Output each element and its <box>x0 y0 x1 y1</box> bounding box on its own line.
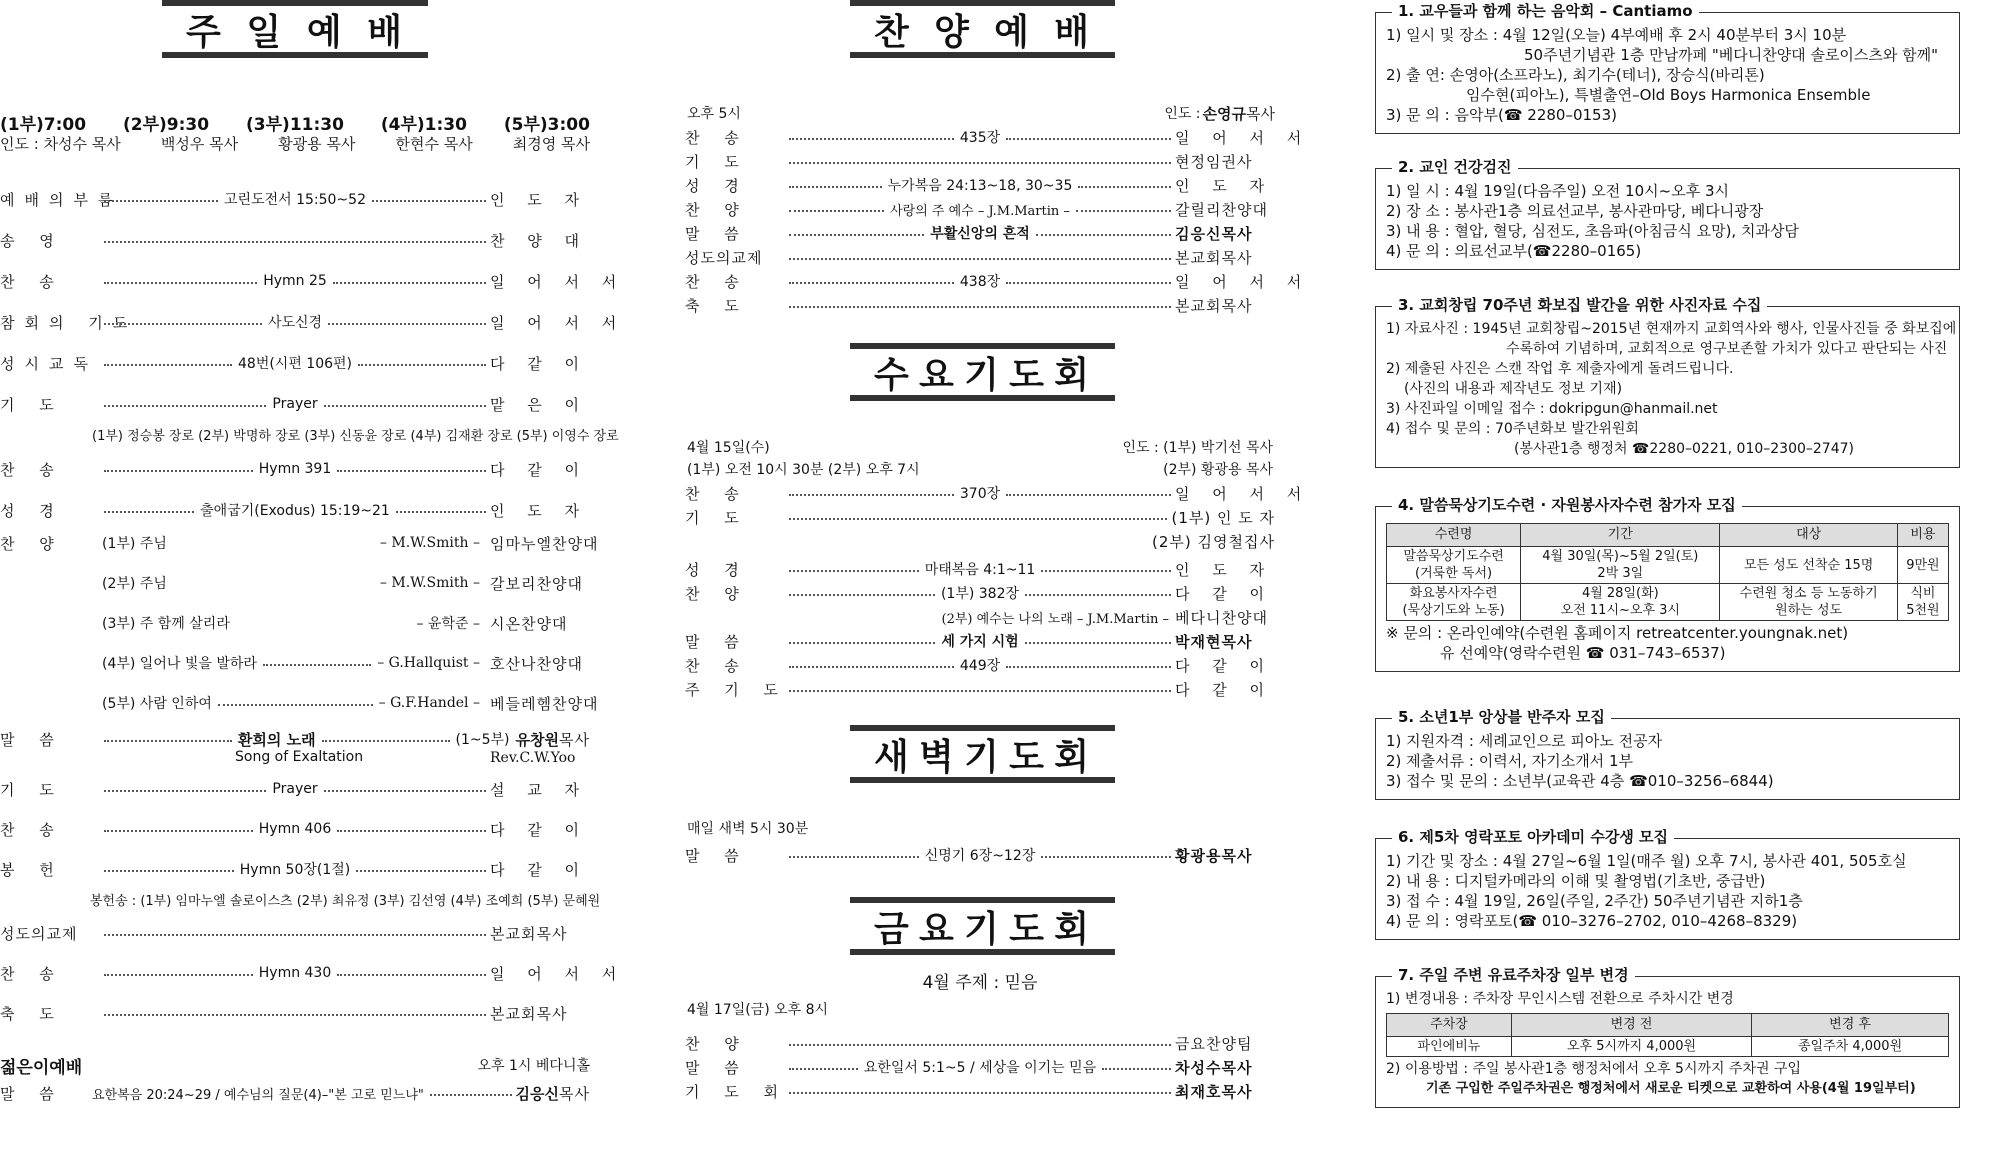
row-right: 다 같 이 <box>490 860 589 879</box>
row-right: 차성수목사 <box>1175 1058 1253 1077</box>
row-right: 다 같 이 <box>1175 656 1274 675</box>
row-mid: Prayer <box>272 396 318 412</box>
row-label: 말 씀 <box>0 1084 64 1103</box>
service-time: (1부)7:00 <box>0 115 87 135</box>
table-row <box>1387 584 1949 621</box>
anthem-composer: – 윤학준 – <box>416 616 480 632</box>
title-char: 회 <box>1054 908 1091 950</box>
order-row <box>0 856 590 882</box>
sunday-worship-title <box>162 0 428 58</box>
title-char: 벽 <box>919 736 956 778</box>
anthem-row <box>0 570 590 596</box>
row-right: 다 같 이 <box>490 354 589 373</box>
row-right: 황광용목사 <box>1175 846 1253 865</box>
notice-accompanist <box>1375 708 1960 800</box>
anthem-part: (4부) 일어나 빛을 발하라 <box>102 656 257 672</box>
row-mid: Prayer <box>272 781 318 797</box>
row-right: 최재호목사 <box>1175 1082 1253 1101</box>
sermon-preacher-en: Rev.C.W.Yoo <box>490 750 576 766</box>
title-char: 찬 <box>874 11 911 53</box>
order-row <box>0 816 590 842</box>
order-row <box>685 268 1311 294</box>
order-row <box>0 391 590 417</box>
row-right: 인 도 자 <box>490 501 589 520</box>
service-times <box>0 110 590 135</box>
order-row <box>685 1078 1275 1104</box>
row-label: 말 씀 <box>685 632 749 651</box>
title-char: 기 <box>964 354 1001 396</box>
notice-title: 1. 교우들과 함께 하는 음악회 – Cantiamo <box>1392 1 1699 21</box>
table-row <box>1387 1037 1949 1057</box>
praise-header <box>685 100 1275 126</box>
wed-anthem-2: (2부) 예수는 나의 노래 – J.M.Martin – <box>941 611 1169 627</box>
notice-title: 5. 소년1부 앙상블 반주자 모집 <box>1392 707 1611 727</box>
row-label: 성 경 <box>0 501 64 520</box>
title-char: 양 <box>934 11 971 53</box>
notice-line: 유 선예약(영락수련원 ☎ 031–743–6537) <box>1440 644 1726 662</box>
service-leader: 인도 : 차성수 목사 <box>0 135 121 153</box>
sermon-title: 환희의 노래 <box>237 730 316 749</box>
row-label: 찬 송 <box>685 484 749 503</box>
notice-line: 1) 일 시 : 4월 19일(다음주일) 오전 10시~오후 3시 <box>1386 182 1729 200</box>
anthem-row <box>0 610 590 636</box>
row-label: 찬 송 <box>685 128 749 147</box>
service-leader: 최경영 목사 <box>512 135 590 153</box>
leader-suffix: 목사 <box>1246 104 1275 123</box>
friday-theme: 4월 주제 : 믿음 <box>922 973 1038 993</box>
notice-photo-collection <box>1375 296 1960 468</box>
row-mid: (1부) 382장 <box>940 586 1020 602</box>
title-char: 기 <box>964 908 1001 950</box>
order-row <box>0 497 590 523</box>
row-mid: 435장 <box>959 130 1001 146</box>
title-char: 도 <box>1009 354 1046 396</box>
title-char: 요 <box>919 908 956 950</box>
order-row <box>0 268 626 294</box>
row-label: 찬 양 <box>685 584 749 603</box>
table-cell: (묵상기도와 노동) <box>1402 603 1505 618</box>
service-leader: 한현수 목사 <box>395 135 473 153</box>
anthem-part: (1부) 주님 <box>102 536 167 552</box>
row-right: 본교회목사 <box>490 1004 568 1023</box>
title-char: 금 <box>874 908 911 950</box>
order-row <box>685 676 1275 702</box>
row-right: 일 어 서 서 <box>1175 272 1311 291</box>
title-char: 회 <box>1054 354 1091 396</box>
anthem-choir: 베들레헴찬양대 <box>490 694 599 713</box>
row-mid: 부활신앙의 흔적 <box>930 226 1030 242</box>
notice-line: 4) 문 의 : 의료선교부(☎2280–0165) <box>1386 242 1642 260</box>
notice-line: 3) 접 수 : 4월 19일, 26일(주일, 2주간) 50주년기념관 지하1층 <box>1386 892 1803 910</box>
service-leaders <box>0 133 590 154</box>
title-char: 도 <box>1009 908 1046 950</box>
row-mid: 누가복음 24:13~18, 30~35 <box>887 178 1073 194</box>
table-cell: 9만원 <box>1897 547 1948 584</box>
table-cell: 말씀묵상기도수련 <box>1403 549 1504 564</box>
order-row <box>685 504 1275 530</box>
notice-line: (사진의 내용과 제작년도 정보 기재) <box>1404 381 1623 397</box>
notice-line: 1) 지원자격 : 세례교인으로 피아노 전공자 <box>1386 732 1663 750</box>
title-char: 회 <box>1054 736 1091 778</box>
anthem-row <box>0 650 590 676</box>
notice-title: 2. 교인 건강검진 <box>1392 157 1518 177</box>
notice-line: 1) 변경내용 : 주차장 무인시스템 전환으로 주차시간 변경 <box>1386 991 1734 1007</box>
row-mid: 449장 <box>959 658 1001 674</box>
row-label: 성도의교제 <box>0 924 78 943</box>
sermon-title-en: Song of Exaltation <box>235 749 364 765</box>
notice-line: 수록하여 기념하며, 교회적으로 영구보존할 가치가 있다고 판단되는 사진 <box>1506 341 1948 357</box>
notice-line: 2) 내 용 : 디지털카메라의 이해 및 촬영법(기초반, 중급반) <box>1386 872 1766 890</box>
row-mid: 요한복음 20:24~29 / 예수님의 질문(4)–"본 고로 믿느냐" <box>92 1087 424 1103</box>
row-label: 찬 송 <box>0 964 64 983</box>
row-label: 찬 송 <box>0 460 64 479</box>
service-time: (3부)11:30 <box>246 115 344 135</box>
row-mid: 고린도전서 15:50~52 <box>224 192 366 208</box>
title-char: 새 <box>874 736 911 778</box>
row-right: 찬 양 대 <box>490 231 589 250</box>
service-leader: 백성우 목사 <box>160 135 239 153</box>
row-mid: Hymn 430 <box>258 965 332 981</box>
anthem-choir: 임마누엘찬양대 <box>490 534 599 553</box>
order-row <box>0 227 590 253</box>
row-right: 다 같 이 <box>490 820 589 839</box>
notice-line: 1) 자료사진 : 1945년 교회창립~2015년 현재까지 교회역사와 행사, 인물사진들 중 화보집에 <box>1386 321 1957 337</box>
order-row <box>0 1000 590 1026</box>
parking-table <box>1386 1013 1949 1057</box>
anthem-row <box>0 530 599 556</box>
table-cell: 수련원 청소 등 노동하기 <box>1739 586 1878 601</box>
notice-retreat <box>1375 496 1960 672</box>
row-right: 본교회목사 <box>1175 296 1253 315</box>
notice-line: 1) 일시 및 장소 : 4월 12일(오늘) 4부예배 후 2시 40분부터 3시 10분 <box>1386 26 1847 44</box>
row-right: 설 교 자 <box>490 780 589 799</box>
table-header: 변경 후 <box>1752 1014 1949 1037</box>
row-right: 인 도 자 <box>1175 560 1274 579</box>
row-mid: 48번(시편 106편) <box>238 356 353 372</box>
title-char: 예 <box>994 11 1031 53</box>
row-right: 다 같 이 <box>1175 680 1274 699</box>
row-label: 성 경 <box>685 176 749 195</box>
anthem-part: (2부) 주님 <box>102 576 167 592</box>
row-label: 성 경 <box>685 560 749 579</box>
title-char: 요 <box>919 354 956 396</box>
anthem-choir: 시온찬양대 <box>490 614 568 633</box>
row-right: 일 어 서 서 <box>490 964 626 983</box>
order-row <box>0 350 590 376</box>
order-row <box>685 220 1275 246</box>
row-right: 박재현목사 <box>1175 632 1253 651</box>
order-row <box>685 652 1275 678</box>
row-label: 봉 헌 <box>0 860 64 879</box>
table-cell: 오전 11시~오후 3시 <box>1560 603 1680 618</box>
friday-prayer-title <box>850 897 1115 955</box>
row-right: 일 어 서 서 <box>1175 128 1311 147</box>
row-label: 기 도 <box>685 152 749 171</box>
service-time: (2부)9:30 <box>123 115 210 135</box>
anthem-composer: – M.W.Smith – <box>379 575 480 591</box>
service-time: (4부)1:30 <box>380 115 467 135</box>
notice-line: 3) 문 의 : 음악부(☎ 2280–0153) <box>1386 106 1617 124</box>
row-mid: Hymn 391 <box>258 461 332 477</box>
wed-leader-2: (2부) 황광용 목사 <box>1163 462 1273 478</box>
anthem-part: (5부) 사람 인하여 <box>102 696 212 712</box>
row-mid: Hymn 50장(1절) <box>239 862 351 878</box>
youth-preacher: 김응신 <box>515 1084 560 1103</box>
table-header: 대상 <box>1720 524 1897 547</box>
order-row <box>0 960 626 986</box>
row-right: 다 같 이 <box>490 460 589 479</box>
anthem-part: (3부) 주 함께 살리라 <box>102 616 230 632</box>
sermon-preacher: 유창원 <box>515 730 560 749</box>
row-label: 성시교독 <box>0 354 98 373</box>
notice-title: 3. 교회창립 70주년 화보집 발간을 위한 사진자료 수집 <box>1392 295 1767 315</box>
row-right: 갈릴리찬양대 <box>1175 200 1268 219</box>
table-header: 수련명 <box>1387 524 1521 547</box>
praise-leader: 손영규 <box>1202 104 1247 123</box>
notice-line: 2) 제출서류 : 이력서, 자기소개서 1부 <box>1386 752 1633 770</box>
wednesday-prayer-title <box>850 343 1115 401</box>
row-label: 기 도 <box>0 395 64 414</box>
order-row <box>685 528 1275 554</box>
wed-time: (1부) 오전 10시 30분 (2부) 오후 7시 <box>687 462 920 478</box>
row-mid: 사도신경 <box>267 315 323 331</box>
dawn-time-text: 매일 새벽 5시 30분 <box>687 821 809 837</box>
row-label: 찬 송 <box>685 272 749 291</box>
row-right: 현정임권사 <box>1175 152 1253 171</box>
notice-line: 임수현(피아노), 특별출연–Old Boys Harmonica Ensemble <box>1466 86 1871 104</box>
table-cell: (거룩한 독서) <box>1415 566 1493 581</box>
order-row <box>685 480 1311 506</box>
row-label: 말 씀 <box>685 846 749 865</box>
order-row <box>685 148 1275 174</box>
friday-date <box>685 996 1275 1022</box>
table-cell: 파인에비뉴 <box>1387 1037 1512 1057</box>
row-label: 말 씀 <box>0 730 64 749</box>
order-row <box>685 1030 1275 1056</box>
order-row <box>0 776 590 802</box>
service-leader: 황광용 목사 <box>278 135 356 153</box>
row-mid: 370장 <box>959 486 1001 502</box>
order-row <box>0 456 590 482</box>
order-row <box>685 124 1311 150</box>
row-label: 말 씀 <box>685 224 749 243</box>
row-mid: 세 가지 시험 <box>941 634 1019 650</box>
order-row <box>685 604 1275 630</box>
title-char: 도 <box>1009 736 1046 778</box>
row-mid: 신명기 6장~12장 <box>924 848 1036 864</box>
order-row <box>685 292 1275 318</box>
notice-line: 3) 내 용 : 혈압, 혈당, 심전도, 초음파(아침금식 요망), 치과상담 <box>1386 222 1799 240</box>
offering-note: 봉헌송 : (1부) 임마누엘 솔로이스츠 (2부) 최유정 (3부) 김선영 (4부) 조예희 (5부) 문혜원 <box>90 894 601 909</box>
notice-concert <box>1375 2 1960 134</box>
order-row <box>685 1054 1275 1080</box>
praise-worship-title <box>850 0 1115 58</box>
order-row <box>685 628 1275 654</box>
anthem-choir: 호산나찬양대 <box>490 654 583 673</box>
order-row <box>685 842 1275 868</box>
notice-line: 2) 출 연: 손영아(소프라노), 최기수(테너), 장승식(바리톤) <box>1386 66 1765 84</box>
notice-line: ※ 문의 : 온라인예약(수련원 홈페이지 retreatcenter.youngnak.net) <box>1386 624 1849 642</box>
title-char: 배 <box>1054 11 1091 53</box>
title-char: 기 <box>964 736 1001 778</box>
table-row <box>1387 547 1949 584</box>
row-mid: 요한일서 5:1~5 / 세상을 이기는 믿음 <box>863 1060 1097 1076</box>
service-time: (5부)3:00 <box>503 115 590 135</box>
order-row <box>0 186 590 212</box>
table-header: 변경 전 <box>1511 1014 1751 1037</box>
row-mid: Hymn 25 <box>263 273 327 289</box>
notice-line: 3) 접수 및 문의 : 소년부(교육관 4층 ☎010–3256–6844) <box>1386 772 1774 790</box>
preacher-suffix: 목사 <box>559 730 590 749</box>
anthem-composer: – G.F.Handel – <box>378 695 480 711</box>
table-header: 비용 <box>1897 524 1948 547</box>
row-mid: 사랑의 주 예수 – J.M.Martin – <box>890 203 1070 219</box>
wed-choir-2: 베다니찬양대 <box>1175 608 1268 627</box>
title-char: 수 <box>874 354 911 396</box>
wed-header <box>685 456 1275 482</box>
notice-line: 50주년기념관 1층 만남까페 "베다니찬양대 솔로이스츠와 함께" <box>1524 46 1939 64</box>
notice-title: 6. 제5차 영락포토 아카데미 수강생 모집 <box>1392 827 1674 847</box>
youth-sermon-row <box>0 1080 590 1106</box>
table-cell: 오후 5시까지 4,000원 <box>1511 1037 1751 1057</box>
order-row <box>685 196 1275 222</box>
notice-photo-academy <box>1375 828 1960 940</box>
order-row <box>685 556 1275 582</box>
notice-line: 2) 장 소 : 봉사관1층 의료선교부, 봉사관마당, 베다니광장 <box>1386 202 1764 220</box>
notice-title: 7. 주일 주변 유료주차장 일부 변경 <box>1392 965 1635 985</box>
table-header: 기간 <box>1521 524 1720 547</box>
wed-leader-1: 인도 : (1부) 박기선 목사 <box>1122 440 1273 456</box>
wed-prayer-2: (2부) 김영철집사 <box>1152 532 1275 551</box>
row-right: 본교회목사 <box>490 924 568 943</box>
youth-worship-time: 오후 1시 베다니홀 <box>477 1058 590 1074</box>
row-label: 참회의 기도 <box>0 313 138 332</box>
retreat-table <box>1386 523 1949 621</box>
notice-title: 4. 말씀묵상기도수련 · 자원봉사자수련 참가자 모집 <box>1392 495 1742 515</box>
table-cell: 화요봉사자수련 <box>1409 586 1498 601</box>
row-right: 맡 은 이 <box>490 395 589 414</box>
youth-worship-title: 젊은이예배 <box>0 1058 83 1078</box>
notice-line: 4) 접수 및 문의 : 70주년화보 발간위원회 <box>1386 421 1639 437</box>
preacher-suffix: 목사 <box>559 1084 590 1103</box>
notice-line: 3) 사진파일 이메일 접수 : dokripgun@hanmail.net <box>1386 401 1718 417</box>
row-label: 기 도 <box>685 508 749 527</box>
row-right: 본교회목사 <box>1175 248 1253 267</box>
row-label: 찬 송 <box>0 272 64 291</box>
row-right: 일 어 서 서 <box>490 272 626 291</box>
notice-line: (봉사관1층 행정처 ☎2280–0221, 010–2300–2747) <box>1514 441 1854 457</box>
row-label: 찬 양 <box>685 1034 749 1053</box>
notice-line: 기존 구입한 주일주차권은 행정처에서 새로운 티켓으로 교환하여 사용(4월 19일부터) <box>1426 1081 1916 1096</box>
table-cell: 5천원 <box>1906 603 1940 618</box>
row-right: (1부) 인 도 자 <box>1171 508 1275 527</box>
dawn-time <box>685 815 1275 841</box>
row-right: 다 같 이 <box>1175 584 1274 603</box>
table-cell: 식비 <box>1910 586 1936 601</box>
table-cell: 모든 성도 선착순 15명 <box>1720 547 1897 584</box>
row-label: 축 도 <box>0 1004 64 1023</box>
row-label: 말 씀 <box>685 1058 749 1077</box>
row-label: 찬 양 <box>0 534 64 553</box>
table-cell: 2박 3일 <box>1597 566 1644 581</box>
row-mid: 438장 <box>959 274 1001 290</box>
notice-health-check <box>1375 158 1960 270</box>
wed-date: 4월 15일(수) <box>687 440 770 456</box>
row-label: 기 도 회 <box>685 1082 789 1101</box>
title-char: 예 <box>306 11 344 53</box>
order-row <box>685 172 1275 198</box>
row-mid: 마태복음 4:1~11 <box>924 562 1036 578</box>
row-label: 주 기 도 <box>685 680 789 699</box>
table-cell: 원하는 성도 <box>1775 603 1843 618</box>
table-cell: 4월 28일(화) <box>1581 586 1659 601</box>
row-label: 찬 양 <box>685 200 749 219</box>
title-char: 배 <box>367 11 404 53</box>
row-label: 예배의부름 <box>0 190 123 209</box>
anthem-row <box>0 690 599 716</box>
order-row <box>0 309 626 335</box>
order-row <box>0 920 590 946</box>
title-char: 일 <box>246 11 284 53</box>
row-right: 김응신목사 <box>1175 224 1253 243</box>
anthem-composer: – G.Hallquist – <box>377 655 480 671</box>
row-label: 성도의교제 <box>685 248 763 267</box>
order-row <box>685 244 1275 270</box>
friday-date-text: 4월 17일(금) 오후 8시 <box>687 1002 829 1018</box>
row-label: 찬 송 <box>685 656 749 675</box>
notice-line: 2) 이용방법 : 주일 봉사관1층 행정처에서 오후 5시까지 주차권 구입 <box>1386 1061 1802 1077</box>
anthem-choir: 갈보리찬양대 <box>490 574 583 593</box>
notice-parking <box>1375 966 1960 1108</box>
leader-prefix: 인도 : <box>1164 106 1201 122</box>
row-right: 일 어 서 서 <box>1175 484 1311 503</box>
praise-time: 오후 5시 <box>687 106 741 122</box>
row-right: 인 도 자 <box>490 190 589 209</box>
row-right: 금요찬양팀 <box>1175 1034 1253 1053</box>
row-right: 일 어 서 서 <box>490 313 626 332</box>
row-mid: 출애굽기(Exodus) 15:19~21 <box>200 503 390 519</box>
notice-line: 1) 기간 및 장소 : 4월 27일~6월 1일(매주 월) 오후 7시, 봉사관 401, 505호실 <box>1386 852 1907 870</box>
table-header: 주차장 <box>1387 1014 1512 1037</box>
notice-line: 2) 제출된 사진은 스캔 작업 후 제출자에게 돌려드립니다. <box>1386 361 1734 377</box>
row-label: 기 도 <box>0 780 64 799</box>
row-mid: Hymn 406 <box>258 821 332 837</box>
notice-line: 4) 문 의 : 영락포토(☎ 010–3276–2702, 010–4268–8329) <box>1386 912 1798 930</box>
row-right: 인 도 자 <box>1175 176 1274 195</box>
anthem-composer: – M.W.Smith – <box>379 535 480 551</box>
row-label: 송 영 <box>0 231 64 250</box>
order-row <box>685 580 1275 606</box>
table-cell: 4월 30일(목)~5월 2일(토) <box>1542 549 1699 564</box>
row-label: 찬 송 <box>0 820 64 839</box>
table-cell: 종일주차 4,000원 <box>1752 1037 1949 1057</box>
dawn-prayer-title <box>850 725 1115 783</box>
prayer-note: (1부) 정승봉 장로 (2부) 박명하 장로 (3부) 신동윤 장로 (4부) 김재환 장로 (5부) 이영수 장로 <box>92 429 619 444</box>
row-label: 축 도 <box>685 296 749 315</box>
sermon-parts: (1~5부) <box>455 732 510 748</box>
title-char: 주 <box>186 11 223 53</box>
